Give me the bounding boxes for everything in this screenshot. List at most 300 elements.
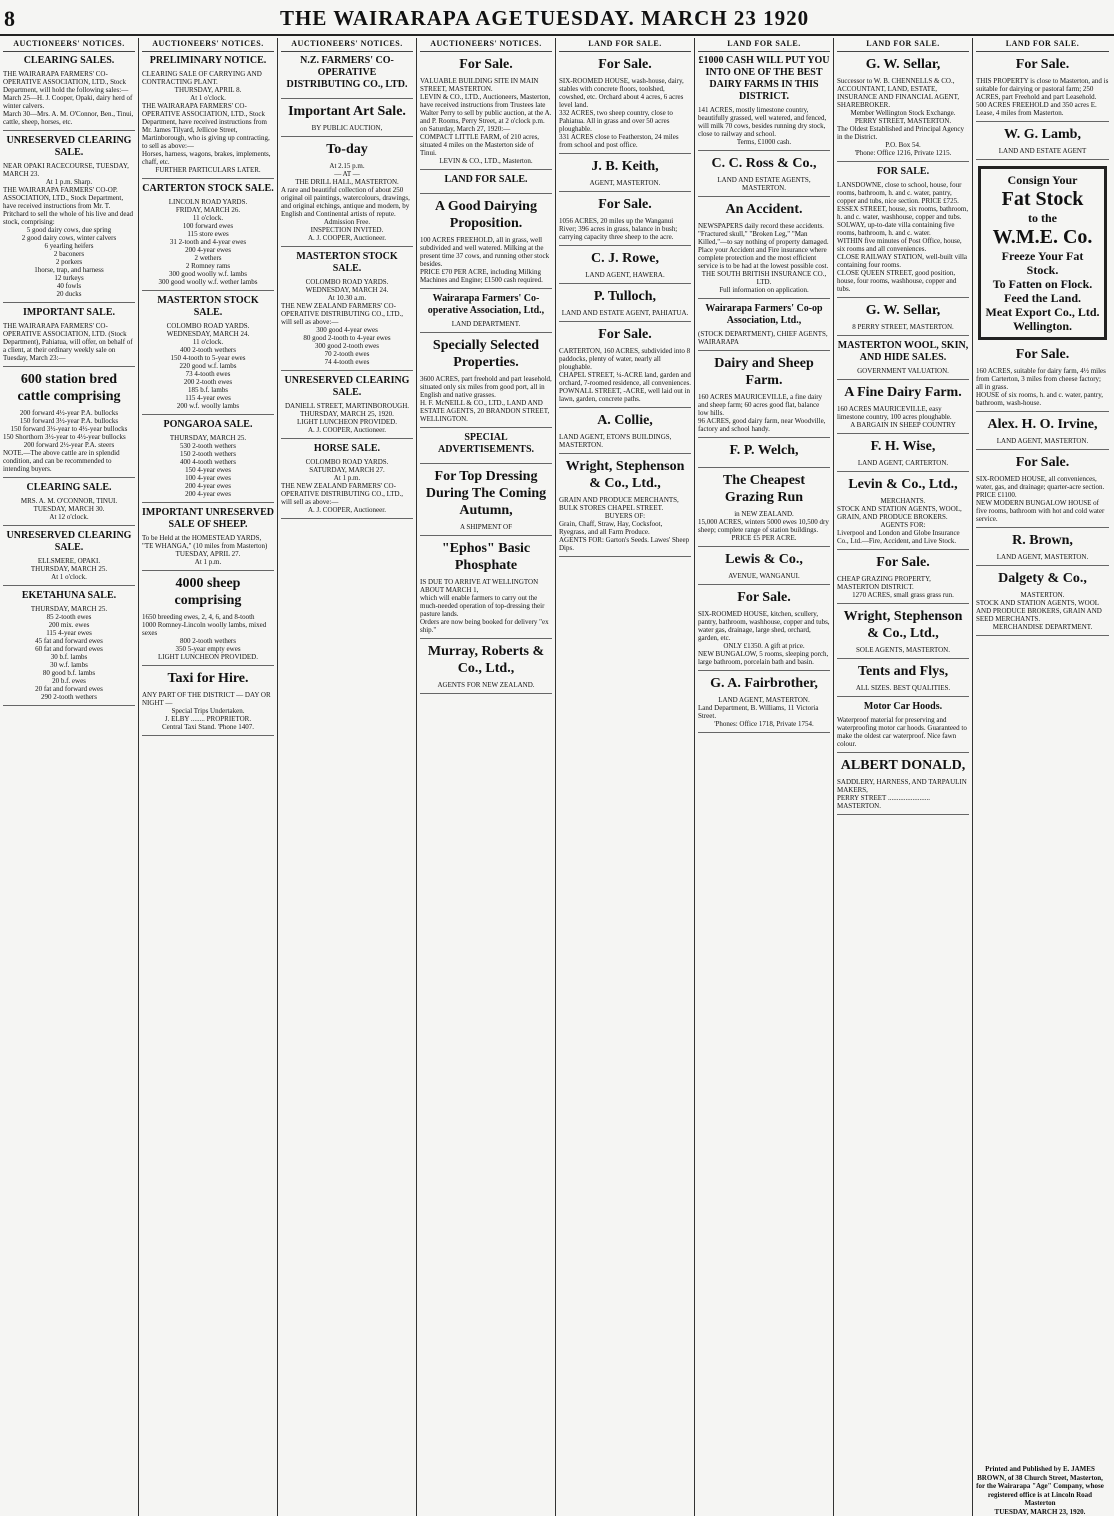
ad-title: PONGAROA SALE.	[163, 418, 253, 430]
ad-line: 1horse, trap, and harness	[34, 265, 104, 274]
advertisement	[559, 158, 691, 192]
advertisement	[976, 570, 1109, 636]
ad-title: 600 station bred cattle comprising	[17, 371, 121, 404]
ad-title: EKETAHUNA SALE.	[21, 589, 117, 601]
ad-line: THIS PROPERTY is close to Masterton, and is suitable for dairying or pastoral farm; 250 ACRES, part Freehold and part Leasehold.	[976, 76, 1109, 101]
ad-line: LEVIN & CO., LTD., Masterton.	[439, 156, 533, 165]
ad-line: MRS. A. M. O'CONNOR, TINUI.	[20, 496, 118, 505]
ad-line: SADDLERY, HARNESS, AND TARPAULIN MAKERS,	[837, 777, 967, 794]
ad-line: A. J. COOPER, Auctioneer.	[308, 505, 386, 514]
advertisement	[837, 166, 969, 298]
ad-line: 80 good 2-tooth to 4-year ewes	[303, 333, 391, 342]
ad-title: Wright, Stephenson & Co., Ltd.,	[565, 458, 685, 491]
advertisement	[837, 476, 969, 550]
ad-line: 5 good dairy cows, due spring	[26, 225, 112, 234]
advertisement	[698, 442, 830, 468]
advertisement	[3, 590, 135, 706]
advertisement	[976, 346, 1109, 412]
ad-line: 70 2-tooth ewes	[324, 349, 370, 358]
ad-line: 74 4-tooth ewes	[324, 357, 370, 366]
ad-line: in NEW ZEALAND.	[734, 509, 794, 518]
advertisement	[420, 468, 552, 536]
ad-line: 100 ACRES FREEHOLD, all in grass, well subdivided and well watered. Milking at the present time 37 cows, and running other stock besides.	[420, 235, 550, 268]
advertisement	[837, 608, 969, 659]
box-ad-text: Wellington.	[1012, 318, 1072, 333]
ad-title: IMPORTANT UNRESERVED SALE OF SHEEP.	[142, 506, 274, 530]
column-3	[278, 38, 417, 1516]
ad-line: 800 2-tooth wethers	[180, 636, 236, 645]
ad-line: 331 ACRES close to Featherston, 24 miles from school and post office.	[559, 132, 679, 149]
ad-line: At 1 p.m. Sharp.	[45, 177, 93, 186]
ad-line: 2 wethers	[194, 253, 222, 262]
advertisement	[420, 56, 552, 170]
advertisement	[698, 472, 830, 547]
ad-line: TUESDAY, MARCH 30.	[33, 504, 105, 513]
advertisement	[3, 482, 135, 526]
column-6	[695, 38, 834, 1516]
ad-line: 20 ducks	[56, 289, 82, 298]
ad-line: CHAPEL STREET, ¼-ACRE land, garden and orchard, 7-roomed residence, all conveniences.	[559, 370, 691, 387]
ad-line: 300 good woolly w.f. lambs	[168, 269, 248, 278]
ad-title: For Sale.	[1015, 454, 1070, 470]
ad-line: At 1 o'clock.	[51, 572, 87, 581]
ad-line: 2 porkers	[55, 257, 83, 266]
ad-line: 2 baconers	[53, 249, 85, 258]
ad-line: At 12 o'clock.	[49, 512, 89, 521]
ad-line: Orders are now being booked for delivery "ex ship."	[420, 617, 549, 634]
ad-title: For Sale.	[737, 589, 791, 605]
ad-line: 15,000 ACRES, winters 5000 ewes 10,500 dry sheep; complete range of station buildings.	[698, 517, 829, 534]
ad-title: MASTERTON STOCK SALE.	[296, 250, 398, 274]
ad-title: An Accident.	[725, 201, 803, 217]
advertisement	[420, 337, 552, 428]
advertisement	[837, 701, 969, 753]
advertisement	[142, 419, 274, 503]
ad-line: 150 2-tooth wethers	[180, 449, 236, 458]
ad-line: March 25—H. J. Cooper, Opaki, dairy herd of winter calvers.	[3, 93, 133, 110]
ad-line: PERRY STREET, MASTERTON.	[854, 116, 952, 125]
ad-line: 1000 Romney-Lincoln woolly lambs, mixed sexes	[142, 620, 267, 637]
ad-line: The Oldest Established and Principal Agency in the District.	[837, 124, 964, 141]
ad-line: A SHIPMENT OF	[460, 522, 512, 531]
ad-line: LAND AGENT, CARTERTON.	[857, 458, 949, 467]
ad-line: THE SOUTH BRITISH INSURANCE CO., LTD.	[701, 269, 827, 286]
ad-line: 530 2-tooth wethers	[180, 441, 236, 450]
ad-line: THURSDAY, APRIL 8.	[174, 85, 242, 94]
ad-title: G. W. Sellar,	[865, 302, 941, 318]
advertisement	[281, 375, 413, 439]
ad-line: THURSDAY, MARCH 25, 1920.	[300, 409, 394, 418]
advertisement	[837, 384, 969, 434]
ad-line: 20 fat and forward ewes	[35, 684, 103, 693]
ad-title: Wairarapa Farmers' Co-operative Association, Ltd.,	[427, 292, 545, 316]
ad-line: AGENTS FOR:	[880, 520, 926, 529]
imprint-text: Printed and Published by E. JAMES BROWN, of 38 Church Street, Masterton, for the Wairarapa "Age" Company, whose registered office is at Lincoln Road Masterton	[976, 1465, 1104, 1507]
ad-line: Member Wellington Stock Exchange.	[850, 108, 956, 117]
ad-line: 300 good woolly w.f. wether lambs	[158, 277, 258, 286]
ad-line: COMPACT LITTLE FARM, of 210 acres, situated 4 miles on the Masterton side of Tinui.	[420, 132, 540, 157]
ad-line: ANY PART OF THE DISTRICT — DAY OR NIGHT —	[142, 690, 271, 707]
ad-line: CLOSE RAILWAY STATION, well-built villa containing four rooms.	[837, 252, 968, 269]
column-header: LAND FOR SALE.	[976, 40, 1109, 52]
ad-title: G. W. Sellar,	[865, 56, 941, 72]
advertisement	[420, 540, 552, 639]
ad-title: "Ephos" Basic Phosphate	[441, 540, 531, 573]
ad-line: MASTERTON.	[1020, 590, 1065, 599]
ad-title: A. Collie,	[597, 412, 653, 428]
ad-title: A Fine Dairy Farm.	[844, 384, 962, 400]
ad-title: N.Z. FARMERS' CO-OPERATIVE DISTRIBUTING CO., LTD.	[286, 54, 408, 90]
ad-title: For Sale.	[876, 554, 930, 570]
ad-line: 220 good w.f. lambs	[179, 361, 237, 370]
ad-line: LAND AGENT, ETON'S BUILDINGS, MASTERTON.	[559, 432, 672, 449]
advertisement	[559, 458, 691, 557]
ad-title: R. Brown,	[1012, 532, 1073, 548]
column-1	[0, 38, 139, 1516]
advertisement	[698, 675, 830, 733]
advertisement	[559, 250, 691, 284]
ad-line: BUYERS OF:	[604, 511, 646, 520]
column-4	[417, 38, 556, 1516]
advertisement	[281, 251, 413, 371]
ad-title: For Sale.	[459, 56, 513, 72]
ad-title: CLEARING SALES.	[23, 54, 115, 66]
ad-title: Motor Car Hoods.	[863, 700, 943, 712]
ad-title: For Sale.	[1015, 346, 1070, 362]
ad-line: (STOCK DEPARTMENT), CHIEF AGENTS, WAIRARAPA	[698, 329, 828, 346]
advertisement	[698, 589, 830, 671]
ad-line: 2 Romney rams	[185, 261, 231, 270]
ad-line: LAND AGENT, MASTERTON.	[718, 695, 810, 704]
ad-line: POWNALL STREET, -ACRE, well laid out in lawn, garden, concrete paths.	[559, 386, 691, 403]
box-ad-text: Freeze Your Fat Stock.	[1001, 248, 1084, 277]
ad-line: which will enable farmers to carry out the much-needed operation of top-dressing their pasture lands.	[420, 593, 545, 618]
ad-line: HOUSE of six rooms, h. and c. water, pantry, bathroom, wash-house.	[976, 390, 1103, 407]
advertisement	[698, 303, 830, 351]
ad-line: ALL SIZES. BEST QUALITIES.	[855, 683, 951, 692]
ad-line: Full information on application.	[719, 285, 809, 294]
ad-line: THURSDAY, MARCH 25.	[169, 433, 247, 442]
ad-line: WITHIN five minutes of Post Office, house, six rooms and all conveniences.	[837, 236, 962, 253]
ad-title: UNRESERVED CLEARING SALE.	[6, 134, 132, 158]
column-header: LAND FOR SALE.	[559, 40, 691, 52]
ad-line: SIX-ROOMED HOUSE, kitchen, scullery, pantry, bathroom, washhouse, copper and tubs, water gas, drainage, large shed, orchard, garden, etc.	[698, 609, 830, 642]
ad-line: NEW BUNGALOW, 5 rooms, sleeping porch, large bathroom, porcelain bath and basin.	[698, 649, 829, 666]
ad-line: LAND AND ESTATE AGENT	[998, 146, 1087, 155]
ad-line: MERCHANDISE DEPARTMENT.	[992, 622, 1093, 631]
ad-line: At 10.30 a.m.	[327, 293, 367, 302]
advertisement	[3, 371, 135, 478]
ad-line: ESSEX STREET, house, six rooms, bathroom, h. and c. water, washhouse, copper and tubs.	[837, 204, 969, 221]
box-ad-text: to the	[1028, 210, 1057, 225]
ad-line: THE WAIRARAPA FARMERS' CO-OPERATIVE ASSOCIATION, LTD. (Stock Department), Pahiatua, will offer, on behalf of a client, at their ordinary weekly sale on Tuesday, March 23:—	[3, 321, 133, 362]
advertisement	[281, 141, 413, 247]
ad-line: 30 b.f. lambs	[50, 652, 88, 661]
column-header: AUCTIONEERS' NOTICES.	[281, 40, 413, 52]
box-ad-text: Meat Export Co., Ltd.	[985, 304, 1100, 319]
ad-title: W. G. Lamb,	[1004, 126, 1081, 142]
ad-title: Levin & Co., Ltd.,	[848, 476, 958, 492]
ad-line: 150 Shorthorn 3½-year to 4½-year bullocks	[3, 432, 126, 441]
advertisement	[976, 126, 1109, 160]
advertisement	[698, 155, 830, 197]
ad-line: LAND AND ESTATE AGENTS, MASTERTON.	[717, 175, 811, 192]
issue-date: TUESDAY. MARCH 23 1920	[525, 6, 810, 30]
ad-line: 200 4-year ewes	[185, 245, 231, 254]
ad-line: 400 4-tooth wethers	[180, 457, 236, 466]
advertisement	[837, 554, 969, 604]
ad-line: IS DUE TO ARRIVE AT WELLINGTON ABOUT MARCH 1,	[420, 577, 539, 594]
ad-line: 1056 ACRES, 20 miles up the Wanganui River; 396 acres in grass, balance in bush; carrying capacity three sheep to the acre.	[559, 216, 678, 241]
ad-line: NOTE.—The above cattle are in splendid condition, and can be recommended to intending buyers.	[3, 448, 120, 473]
ad-line: 3600 ACRES, part freehold and part leasehold, situated only six miles from good port, all in English and native grasses.	[420, 374, 552, 399]
advertisement	[142, 670, 274, 736]
ad-line: SIX-ROOMED HOUSE, all conveniences, water, gas, and drainage; quarter-acre section. PRICE £1100.	[976, 474, 1105, 499]
ad-title: For Sale.	[598, 326, 652, 342]
advertisement	[837, 56, 969, 162]
ad-line: NEWSPAPERS daily record these accidents. "Fractured skull," "Broken Leg," "Man Killed,"—to say nothing of property damaged.	[698, 221, 829, 246]
advertisement	[698, 551, 830, 585]
ad-title: 4000 sheep comprising	[174, 575, 242, 608]
ad-line: Admission Free.	[323, 217, 371, 226]
ad-title: G. A. Fairbrother,	[710, 675, 818, 691]
ad-title: MASTERTON STOCK SALE.	[157, 294, 259, 318]
ad-title: SPECIAL ADVERTISEMENTS.	[437, 431, 535, 455]
ad-line: VALUABLE BUILDING SITE IN MAIN STREET, MASTERTON.	[420, 76, 539, 93]
ad-line: STOCK AND STATION AGENTS, WOOL AND PRODUCE BROKERS, GRAIN AND SEED MERCHANTS.	[976, 598, 1102, 623]
advertisement	[142, 295, 274, 415]
ad-line: A rare and beautiful collection of about 250 original oil paintings, watercolours, drawings, and original etchings, antique and modern, by English and Continental artists of repute.	[281, 185, 410, 218]
ad-line: 332 ACRES, two sheep country, close to Pahiatua. All in grass and over 50 acres ploughable.	[559, 108, 673, 133]
advertisement	[837, 340, 969, 380]
ad-line: 12 turkeys	[54, 273, 84, 282]
advertisement	[837, 757, 969, 815]
ad-line: 20 b.f. ewes	[52, 676, 86, 685]
ad-line: GOVERNMENT VALUATION.	[857, 366, 949, 375]
ad-title: For Sale.	[598, 56, 652, 72]
ad-title: Dairy and Sheep Farm.	[714, 355, 814, 388]
ad-line: 73 4-tooth ewes	[185, 369, 231, 378]
ad-line: P.O. Box 54.	[885, 140, 921, 149]
newspaper-title: THE WAIRARAPA AGE	[280, 6, 524, 30]
ad-line: WEDNESDAY, MARCH 24.	[305, 285, 389, 294]
advertisement	[837, 302, 969, 336]
ad-line: Liverpool and London and Globe Insurance Co., Ltd.—Fire, Accident, and Live Stock.	[837, 528, 960, 545]
ad-title: Murray, Roberts & Co., Ltd.,	[427, 643, 545, 676]
ad-line: 350 5-year empty ewes	[175, 644, 241, 653]
ad-line: COLOMBO ROAD YARDS.	[166, 321, 250, 330]
ad-line: THURSDAY, MARCH 25.	[30, 604, 108, 613]
column-2	[139, 38, 278, 1516]
ad-line: 96 ACRES, good dairy farm, near Woodville, factory and school handy.	[698, 416, 826, 433]
ad-line: NEW MODERN BUNGALOW HOUSE of five rooms, bathroom with hot and cold water service.	[976, 498, 1105, 523]
ad-line: LEVIN & CO., LTD., Auctioneers, Masterton, have received instructions from Trustees late Walter Perry to sell by public auction, at the A. and P. Rooms, Perry Street, at 2 o'clock p.m. on Saturday, March 27, 1920:—	[420, 92, 552, 133]
ad-line: 2 good dairy cows, winter calvers	[21, 233, 117, 242]
ad-title: Lewis & Co.,	[725, 551, 803, 567]
ad-line: FURTHER PARTICULARS LATER.	[155, 165, 261, 174]
ad-line: NEAR OPAKI RACECOURSE, TUESDAY, MARCH 23.	[3, 161, 129, 178]
advertisement	[698, 201, 830, 299]
ad-line: MERCHANTS.	[880, 496, 926, 505]
ad-line: 30 w.f. lambs	[50, 660, 88, 669]
ad-line: 200 forward 4½-year P.A. bullocks	[19, 408, 119, 417]
advertisement	[142, 55, 274, 179]
column-5	[556, 38, 695, 1516]
ad-line: THE WAIRARAPA FARMERS' CO-OPERATIVE ASSOCIATION, LTD., Stock Department, have received instructions from Mr. James Tilyard, Jellicoe Street, Martinborough, who is giving up contracting, to sell as above:—	[142, 101, 270, 150]
ad-line: THE WAIRARAPA FARMERS' CO-OP. ASSOCIATION, LTD., Stock Department, have received instructions from Mr. T. Pritchard to sell the whole of his live and dead stock, comprising:	[3, 185, 134, 226]
ad-line: To be Held at the HOMESTEAD YARDS, "TE WHANGA," (10 miles from Masterton)	[142, 533, 268, 550]
ad-line: J. ELBY ........ PROPRIETOR.	[164, 714, 252, 723]
advertisement	[698, 55, 830, 151]
ad-line: COLOMBO ROAD YARDS.	[305, 277, 389, 286]
advertisement	[698, 355, 830, 438]
ad-line: CHEAP GRAZING PROPERTY, MASTERTON DISTRICT.	[837, 574, 931, 591]
ad-line: WEDNESDAY, MARCH 24.	[166, 329, 250, 338]
ad-line: 150 4-tooth to 5-year ewes	[170, 353, 246, 362]
publisher-imprint	[973, 1465, 1107, 1516]
box-ad-text: Fat Stock	[1001, 187, 1084, 210]
ad-title: PRELIMINARY NOTICE.	[149, 54, 267, 66]
advertisement	[976, 454, 1109, 528]
ad-title: C. J. Rowe,	[590, 250, 660, 266]
ad-line: THE DRILL HALL, MASTERTON.	[295, 177, 399, 186]
advertisement	[3, 135, 135, 303]
advertisement	[976, 532, 1109, 566]
ad-line: 300 good 4-year ewes	[316, 325, 378, 334]
ad-line: Horses, harness, wagons, brakes, implements, chaff, etc.	[142, 149, 271, 166]
advertisement	[281, 55, 413, 99]
ad-title: Wright, Stephenson & Co., Ltd.,	[843, 608, 963, 641]
ad-line: A. J. COOPER, Auctioneer.	[308, 233, 386, 242]
ad-line: INSPECTION INVITED.	[310, 225, 384, 234]
ad-line: PERRY STREET ........................ MASTERTON.	[837, 793, 930, 810]
ad-line: 200 4-year ewes	[185, 489, 231, 498]
ad-title: UNRESERVED CLEARING SALE.	[284, 374, 410, 398]
advertisement	[142, 575, 274, 666]
ad-title: IMPORTANT SALE.	[22, 306, 116, 318]
ad-line: 400 2-tooth wethers	[180, 345, 236, 354]
ad-line: THE WAIRARAPA FARMERS' CO-OPERATIVE ASSOCIATION, LTD., Stock Department, will hold the following sales:—	[3, 69, 129, 94]
ad-title: HORSE SALE.	[313, 442, 381, 454]
ad-line: Land Department, B. Williams, 11 Victoria Street.	[698, 703, 819, 720]
ad-title: £1000 CASH WILL PUT YOU INTO ONE OF THE BEST DAIRY FARMS IN THIS DISTRICT.	[698, 54, 830, 102]
ad-line: DANIELL STREET, MARTINBOROUGH.	[284, 401, 409, 410]
advertisement	[559, 326, 691, 408]
ad-line: FRIDAY, MARCH 26.	[175, 205, 241, 214]
masthead	[0, 0, 1114, 36]
column-header: AUCTIONEERS' NOTICES.	[142, 40, 274, 52]
ad-line: THE NEW ZEALAND FARMERS' CO-OPERATIVE DISTRIBUTING CO., LTD., will sell as above:—	[281, 481, 404, 506]
advertisement	[3, 307, 135, 367]
ad-line: At 1 o'clock.	[190, 93, 226, 102]
ad-title: CARTERTON STOCK SALE.	[142, 182, 274, 194]
ad-title: Taxi for Hire.	[167, 670, 249, 686]
ad-line: 290 2-tooth wethers	[41, 692, 97, 701]
ad-line: 6 yearling heifers	[44, 241, 94, 250]
ad-line: 11 o'clock.	[192, 337, 224, 346]
ad-title: MASTERTON WOOL, SKIN, AND HIDE SALES.	[837, 339, 969, 363]
ad-line: 300 good 2-tooth ewes	[315, 341, 379, 350]
ad-line: 'Phone: Office 1216, Private 1215.	[854, 148, 952, 157]
imprint-date: TUESDAY, MARCH 23, 1920.	[994, 1507, 1086, 1516]
column-header: LAND FOR SALE.	[698, 40, 830, 52]
ad-line: LAND AND ESTATE AGENT, PAHIATUA.	[561, 308, 689, 317]
ad-title: Tents and Flys,	[857, 663, 949, 679]
ad-line: Special Trips Undertaken.	[171, 706, 245, 715]
ad-line: 40 fowls	[56, 281, 82, 290]
advertisement	[281, 103, 413, 137]
ad-line: A BARGAIN IN SHEEP COUNTRY	[850, 420, 956, 429]
advertisement	[976, 416, 1109, 450]
ad-line: LIGHT LUNCHEON PROVIDED.	[157, 652, 258, 661]
ad-title: For Sale.	[598, 196, 652, 212]
ad-line: At 1 p.m.	[333, 473, 361, 482]
ad-line: At 2.15 p.m.	[329, 161, 365, 170]
ad-title: ALBERT DONALD,	[840, 757, 966, 773]
ad-line: 200 4-year ewes	[185, 481, 231, 490]
ad-title: FOR SALE.	[876, 165, 930, 177]
advertisement	[281, 443, 413, 519]
ad-line: CARTERTON, 160 ACRES, subdivided into 8 paddocks, plenty of water, nearly all ploughable.	[559, 346, 691, 371]
fat-stock-advertisement-box	[978, 166, 1107, 340]
ad-line: March 30—Mrs. A. M. O'Connor, Ben., Tinui, cattle, sheep, horses, etc.	[3, 109, 134, 126]
advertisement	[976, 56, 1109, 122]
ad-line: Central Taxi Stand. 'Phone 1407.	[161, 722, 255, 731]
ad-line: 160 ACRES MAURICEVILLE, easy limestone country, 100 acres ploughable.	[837, 404, 952, 421]
box-ad-text: Consign Your	[1007, 172, 1078, 187]
ad-line: 60 fat and forward ewes	[35, 644, 103, 653]
ad-line: 'Phones: Office 1718, Private 1754.	[714, 719, 814, 728]
advertisement	[142, 507, 274, 571]
ad-line: AGENTS FOR NEW ZEALAND.	[437, 680, 535, 689]
ad-title: Dalgety & Co.,	[998, 570, 1087, 586]
ad-line: BY PUBLIC AUCTION,	[311, 123, 383, 132]
ad-line: 85 2-tooth ewes	[46, 612, 92, 621]
advertisement	[420, 174, 552, 194]
ad-title: CLEARING SALE.	[26, 481, 112, 493]
ad-title: Wairarapa Farmers' Co-op Association, Ltd.,	[705, 302, 823, 326]
column-header: AUCTIONEERS' NOTICES.	[420, 40, 552, 52]
ad-line: LIGHT LUNCHEON PROVIDED.	[296, 417, 397, 426]
ad-line: 500 ACRES FREEHOLD and 350 acres E. Lease, 4 miles from Masterton.	[976, 100, 1097, 117]
ad-line: 200 w.f. woolly lambs	[176, 401, 240, 410]
ad-title: UNRESERVED CLEARING SALE.	[6, 529, 132, 553]
ad-line: Waterproof material for preserving and waterproofing motor car hoods. Guaranteed to make the oldest car waterproof. Nice fawn colour.	[837, 715, 967, 748]
ad-line: GRAIN AND PRODUCE MERCHANTS, BULK STORES CHAPEL STREET.	[559, 495, 679, 512]
ad-line: 185 b.f. lambs	[187, 385, 229, 394]
ad-line: Successor to W. B. CHENNELLS & CO., ACCOUNTANT, LAND, ESTATE, INSURANCE AND FINANCIAL AGENT, SHAREBROKER.	[837, 76, 960, 109]
ad-title: To-day	[326, 141, 368, 157]
ad-line: 100 forward ewes	[182, 221, 234, 230]
ad-line: PRICE £5 PER ACRE.	[731, 533, 797, 542]
ad-line: 115 4-year ewes	[46, 628, 92, 637]
ad-line: AGENT, MASTERTON.	[589, 178, 661, 187]
ad-line: SOLWAY, up-to-date villa containing five rooms, bathroom, h. and c. water.	[837, 220, 955, 237]
advertisement	[559, 412, 691, 454]
ad-line: 150 forward 3½-year P.A. bullocks	[19, 416, 119, 425]
ad-line: LAND AGENT, MASTERTON.	[996, 552, 1089, 561]
advertisement	[559, 288, 691, 322]
ad-line: ELLSMERE, OPAKI.	[37, 556, 101, 565]
advertisement	[420, 432, 552, 464]
ad-line: 1650 breeding ewes, 2, 4, 6, and 8-tooth	[142, 612, 255, 621]
ad-line: — AT —	[334, 169, 360, 178]
column-7	[834, 38, 973, 1516]
ad-line: H. F. McNEILL & CO., LTD., LAND AND ESTATE AGENTS, 20 BRANDON STREET, WELLINGTON.	[420, 398, 550, 423]
page-number: 8	[4, 6, 15, 31]
ad-title: For Top Dressing During The Coming Autumn,	[425, 468, 547, 518]
ad-line: ONLY £1350. A gift at price.	[723, 641, 805, 650]
